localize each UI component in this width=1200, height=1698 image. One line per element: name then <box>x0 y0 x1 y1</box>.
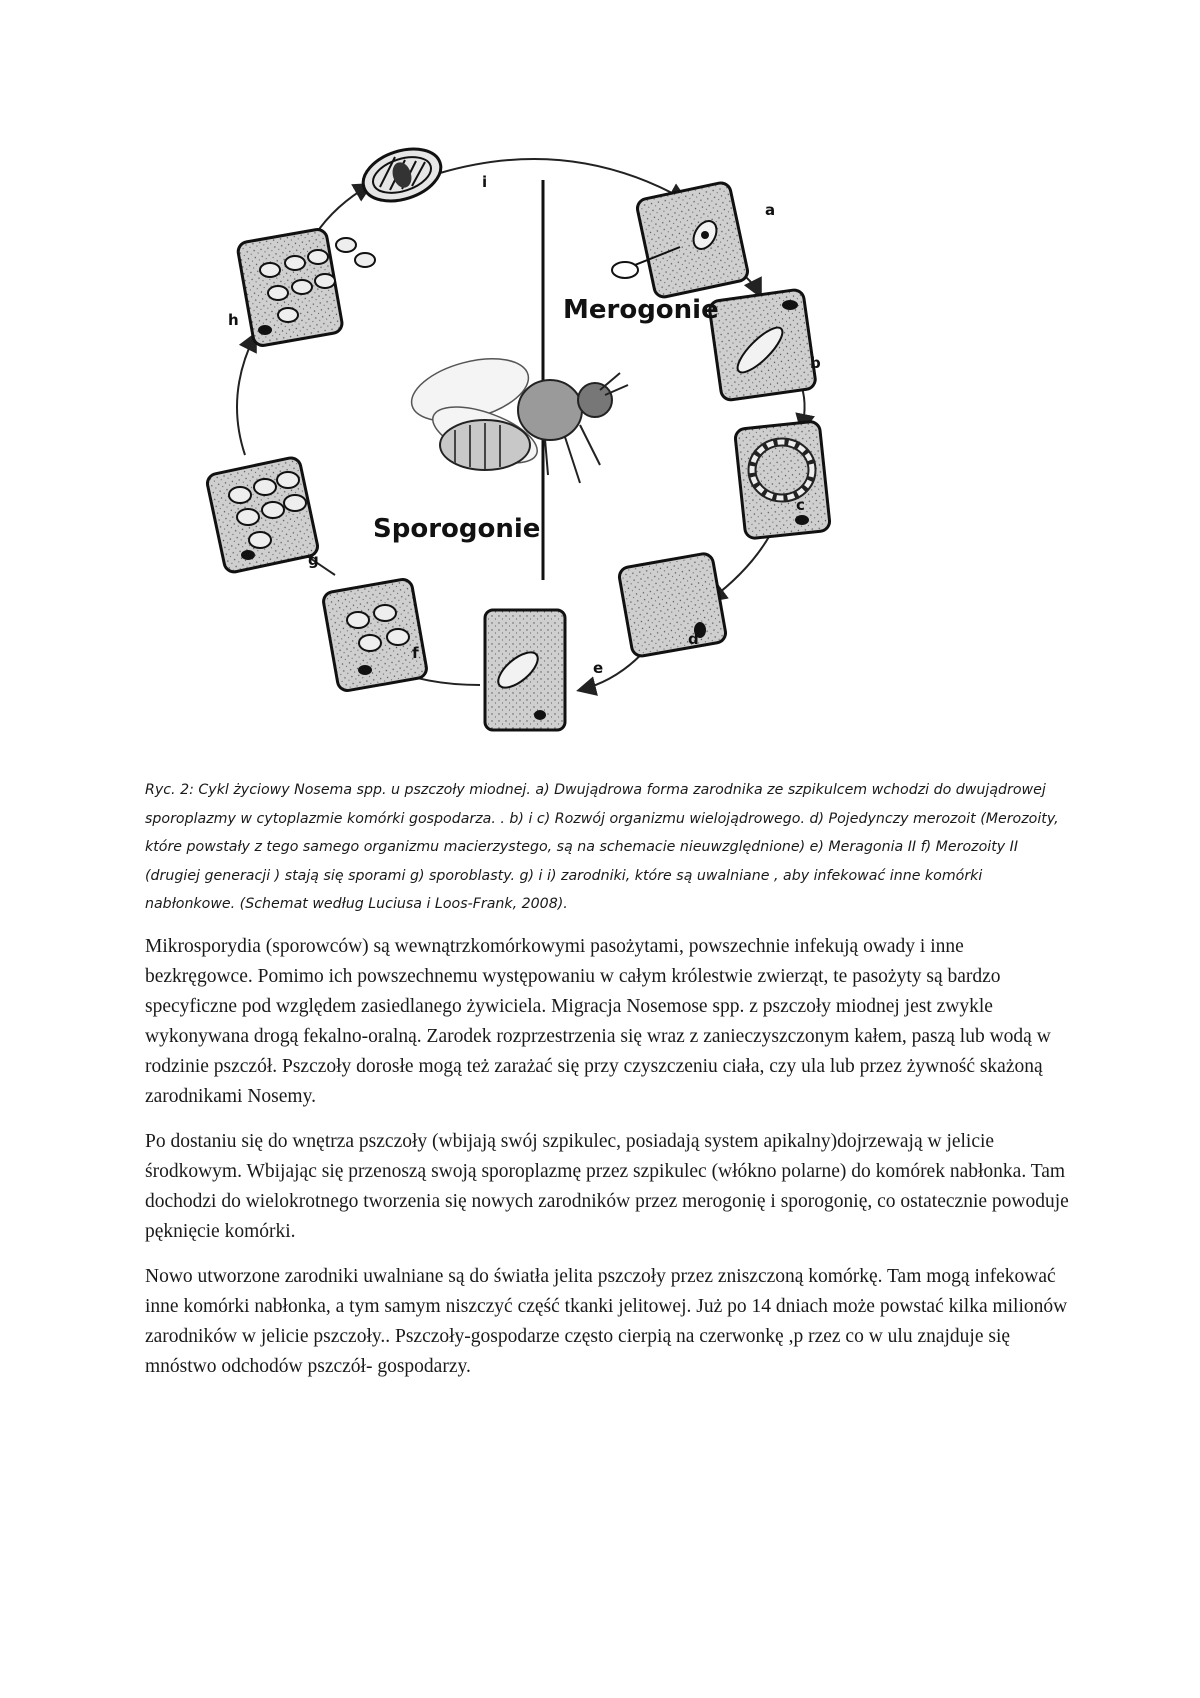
stage-d-cell <box>618 552 727 657</box>
stage-letter-d: d <box>688 630 699 648</box>
stage-a-cell <box>612 181 749 299</box>
sporogony-label: Sporogonie <box>373 514 541 544</box>
honey-bee-illustration <box>405 347 628 483</box>
life-cycle-diagram <box>140 145 1060 755</box>
stage-letter-h: h <box>228 311 239 329</box>
stage-b-cell <box>708 289 816 401</box>
stage-letter-g: g <box>308 551 319 569</box>
stage-letter-f: f <box>412 644 419 662</box>
body-paragraph: Mikrosporydia (sporowców) są wewnątrzkomórkowymi pasożytami, powszechnie infekują owady i inne bezkręgowce. Pomimo ich powszechnemu występowaniu w całym królestwie zwierząt, te pasożyty są bardzo specyficzne pod względem zasiedlanego żywiciela. Migracja Nosemose spp. z pszczoły miodnej jest zwykle wykonywana drogą fekalno-oralną. Zarodek rozprzestrzenia się wraz z zanieczyszczonym kałem, paszą lub wodą w rodzinie pszczół. Pszczoły dorosłe mogą też zarażać się przy czyszczeniu ciała, czy ula lub przez żywność skażoną zarodnikami Nosemy. <box>145 936 1051 1107</box>
stage-f-cell <box>322 578 428 692</box>
figure-caption: Ryc. 2: Cykl życiowy Nosema spp. u pszczoły miodnej. a) Dwujądrowa forma zarodnika ze szpikulcem wchodzi do dwujądrowej sporoplazmy w cytoplazmie komórki gospodarza. . b) i c) Rozwój organizmu wielojądrowego. d) Pojedynczy merozoit (Merozoity, które powstały z tego samego organizmu macierzystego, są na schemacie nieuwzględnione) e) Meragonia II f) Merozoity II (drugiej generacji ) stają się sporami g) sporoblasty. g) i i) zarodniki, które są uwalniane , aby infekować inne komórki nabłonkowe. (Schemat według Luciusa i Loos-Frank, 2008). <box>145 782 1059 912</box>
stage-c-cell <box>734 421 830 539</box>
stage-letter-i: i <box>482 173 488 191</box>
arrow-g-to-h <box>237 335 255 455</box>
stage-i-spore <box>357 145 448 210</box>
stage-letter-e: e <box>593 659 604 677</box>
stage-letter-c: c <box>796 496 805 514</box>
body-paragraph: Po dostaniu się do wnętrza pszczoły (wbijają swój szpikulec, posiadają system apikalny)dojrzewają w jelicie środkowym. Wbijając się przenoszą swoją sporoplazmę przez szpikulec (włókno polarne) do komórek nabłonka. Tam dochodzi do wielokrotnego tworzenia się nowych zarodników przez merogonię i sporogonię, co ostatecznie powoduje pęknięcie komórki. <box>145 1131 1069 1242</box>
arrow-h-to-i <box>315 185 370 235</box>
stage-h-cell <box>237 228 375 347</box>
arrow-i-to-a <box>440 159 685 200</box>
stage-letter-a: a <box>765 201 776 219</box>
life-cycle-figure <box>140 145 1060 755</box>
stage-e-cell <box>485 610 565 730</box>
body-paragraph: Nowo utworzone zarodniki uwalniane są do światła jelita pszczoły przez zniszczoną komórkę. Tam mogą infekować inne komórki nabłonka, a tym samym niszczyć część tkanki jelitowej. Już po 14 dniach może powstać kilka milionów zarodników w jelicie pszczoły.. Pszczoły-gospodarze często cierpią na czerwonkę ,p rzez co w ulu znajduje się mnóstwo odchodów pszczół- gospodarzy. <box>145 1266 1068 1377</box>
stage-letter-b: b <box>810 354 821 372</box>
stage-g-cell <box>206 456 320 574</box>
merogony-label: Merogonie <box>563 295 719 325</box>
